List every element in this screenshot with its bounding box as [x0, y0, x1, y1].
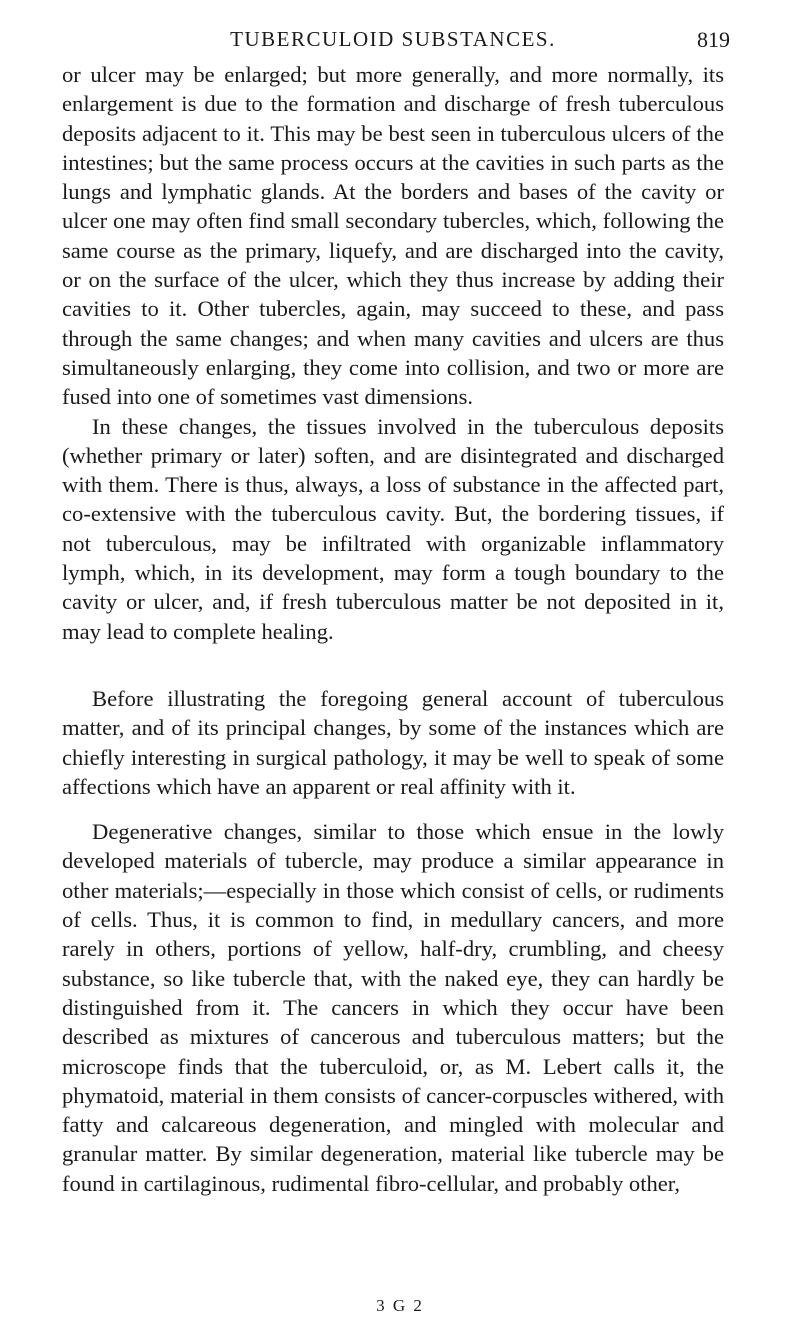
paragraph-tissue-changes: In these changes, the tissues involved in the tuberculous deposits (whether primary or later) soften, and are disintegrated and discharged with them. There is thus, always, a loss of substance in the affected part, co-extensive with the tuberculous cavity. But, the bordering tissues, if not tuberculous, may be infiltrated with organizable inflammatory lymph, which, in its development, may form a tough boundary to the cavity or ulcer, and, if fresh tuberculous matter be not deposited in it, may lead to complete healing. — [62, 413, 724, 644]
running-title: TUBERCULOID SUBSTANCES. — [230, 27, 556, 51]
body-text — [62, 60, 724, 1198]
running-head — [62, 0, 730, 60]
paragraph-continued: or ulcer may be enlarged; but more generally, and more normally, its enlargement is due to the formation and discharge of fresh tuberculous deposits adjacent to it. This may be best seen in tuberculous ulcers of the intestines; but the same process occurs at the cavities in such parts as the lungs and lymphatic glands. At the borders and bases of the cavity or ulcer one may often find small secondary tubercles, which, following the same course as the primary, liquefy, and are discharged into the cavity, or on the surface of the ulcer, which they thus increase by adding their cavities to it. Other tubercles, again, may succeed to these, and pass through the same changes; and when many cavities and ulcers are thus simultaneously enlarging, they come into collision, and two or more are fused into one of sometimes vast dimensions. — [62, 62, 724, 410]
page-number: 819 — [697, 27, 730, 52]
paragraph-illustrating: Before illustrating the foregoing general account of tuberculous matter, and of its principal changes, by some of the instances which are chiefly interesting in surgical pathology, it may be well to speak of some affections which have an apparent or real affinity with it. — [62, 685, 724, 799]
signature-mark: 3 G 2 — [376, 1296, 424, 1315]
paragraph-degenerative-changes: Degenerative changes, similar to those which ensue in the lowly developed materials of tubercle, may produce a similar appearance in other materials;—especially in those which consist of cells, or rudiments of cells. Thus, it is common to find, in medullary cancers, and more rarely in others, portions of yellow, half-dry, crumbling, and cheesy substance, so like tubercle that, with the naked eye, they can hardly be distinguished from it. The cancers in which they occur have been described as mixtures of cancerous and tuberculous matters; but the microscope finds that the tuberculoid, or, as M. Lebert calls it, the phymatoid, material in them consists of cancer-corpuscles withered, with fatty and calcareous degeneration, and mingled with molecular and granular matter. By similar degeneration, material like tubercle may be found in cartilaginous, rudimental fibro-cellular, and probably other, — [62, 819, 724, 1196]
